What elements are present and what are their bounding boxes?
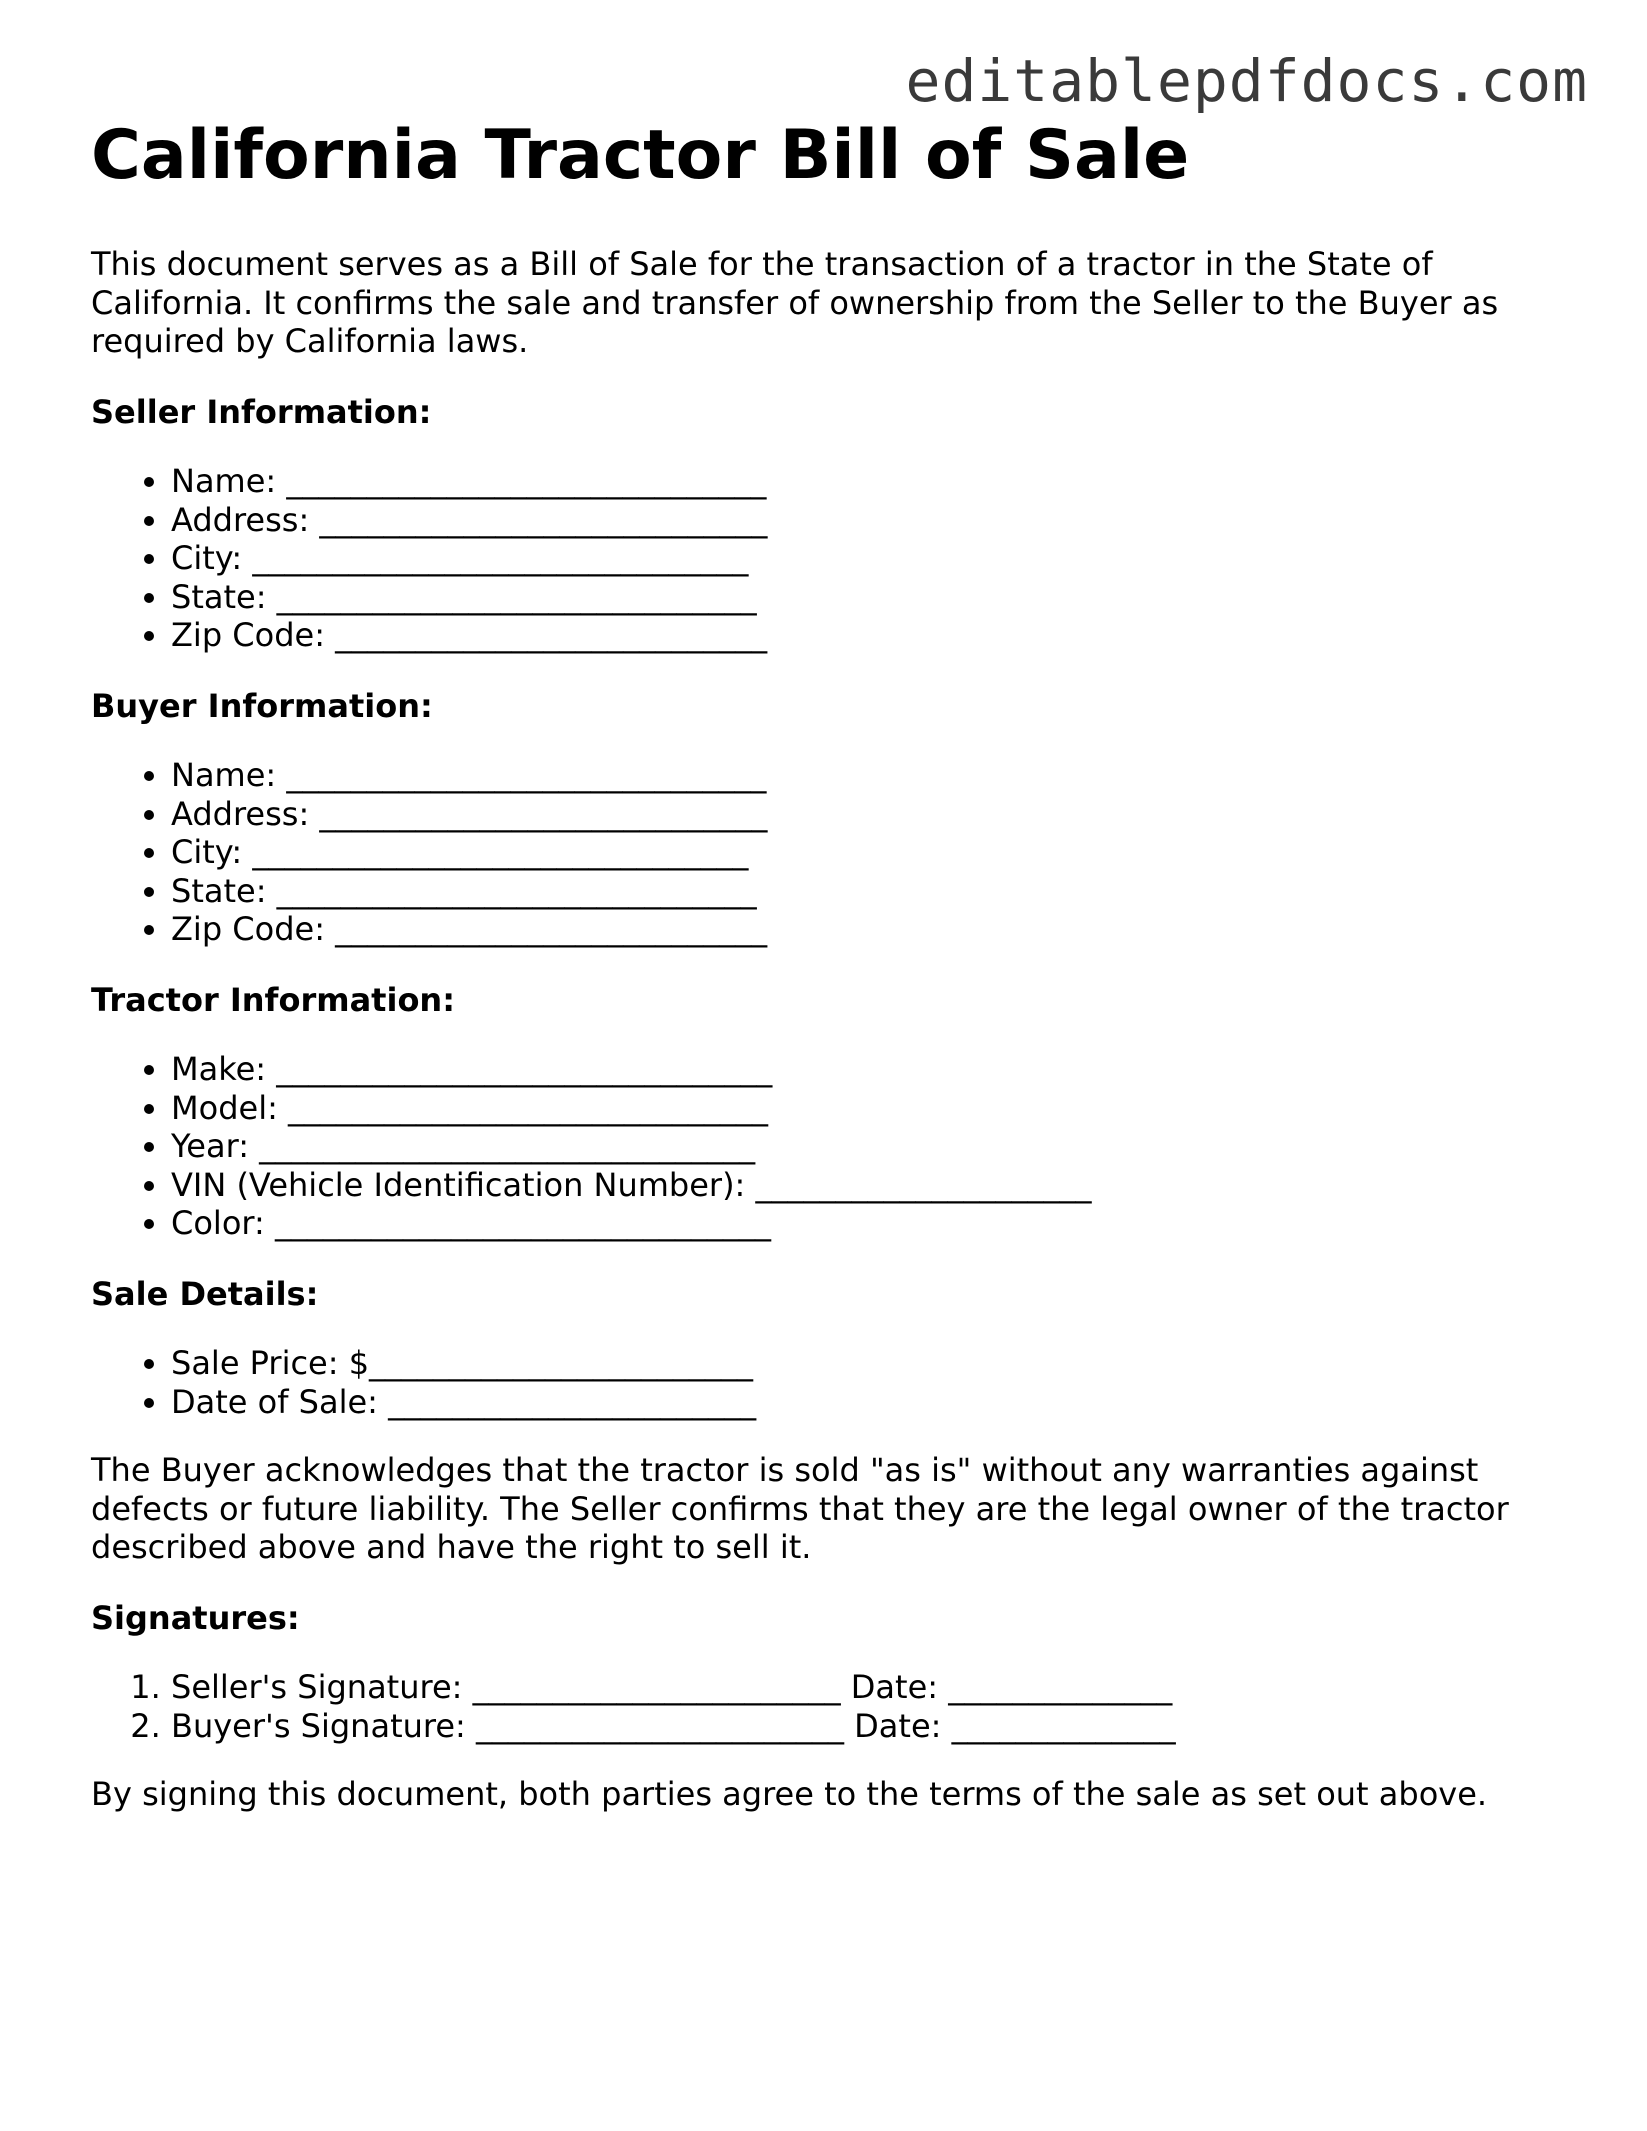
tractor-model-field: • Model: ______________________________: [171, 1089, 1561, 1128]
buyer-zip-field: • Zip Code: ___________________________: [171, 910, 1561, 949]
seller-signature-line: 1. Seller's Signature: _______________________ Date: ______________: [171, 1668, 1561, 1707]
tractor-color-field: • Color: _______________________________: [171, 1204, 1561, 1243]
sale-date-field: • Date of Sale: _______________________: [171, 1383, 1561, 1422]
seller-state-field: • State: ______________________________: [171, 578, 1561, 617]
sale-details-heading: Sale Details:: [91, 1274, 319, 1313]
tractor-year-field: • Year: _______________________________: [171, 1127, 1561, 1166]
document-title: California Tractor Bill of Sale: [91, 116, 1190, 195]
document-page: [91, 113, 1561, 1814]
signature-lines-list: [91, 1668, 1561, 1745]
seller-city-field: • City: _______________________________: [171, 539, 1561, 578]
tractor-information-heading: Tractor Information:: [91, 980, 455, 1019]
buyer-name-field: • Name: ______________________________: [171, 756, 1561, 795]
tractor-make-field: • Make: _______________________________: [171, 1050, 1561, 1089]
buyer-signature-line: 2. Buyer's Signature: _______________________ Date: ______________: [171, 1707, 1561, 1746]
seller-zip-field: • Zip Code: ___________________________: [171, 616, 1561, 655]
watermark: editablepdfdocs.com: [905, 47, 1588, 115]
buyer-address-field: • Address: ____________________________: [171, 795, 1561, 834]
buyer-information-heading: Buyer Information:: [91, 686, 433, 725]
tractor-vin-field: • VIN (Vehicle Identification Number): _____________________: [171, 1166, 1561, 1205]
sale-price-field: • Sale Price: $________________________: [171, 1344, 1561, 1383]
buyer-fields-list: [91, 756, 1561, 949]
buyer-state-field: • State: ______________________________: [171, 872, 1561, 911]
buyer-city-field: • City: _______________________________: [171, 833, 1561, 872]
seller-name-field: • Name: ______________________________: [171, 462, 1561, 501]
seller-fields-list: [91, 462, 1561, 655]
closing-paragraph: By signing this document, both parties agree to the terms of the sale as set out above.: [91, 1775, 1488, 1813]
seller-address-field: • Address: ____________________________: [171, 501, 1561, 540]
sale-fields-list: [91, 1344, 1561, 1421]
seller-information-heading: Seller Information:: [91, 392, 432, 431]
tractor-fields-list: [91, 1050, 1561, 1243]
intro-paragraph: This document serves as a Bill of Sale for the transaction of a tractor in the State of California. It confirms the sale and transfer of ownership from the Seller to the Buyer as required by California laws.: [91, 245, 1499, 360]
signatures-heading: Signatures:: [91, 1598, 300, 1637]
acknowledgment-paragraph: The Buyer acknowledges that the tractor is sold "as is" without any warranties against defects or future liability. The Seller confirms that they are the legal owner of the tractor described above and have the right to sell it.: [91, 1451, 1509, 1566]
